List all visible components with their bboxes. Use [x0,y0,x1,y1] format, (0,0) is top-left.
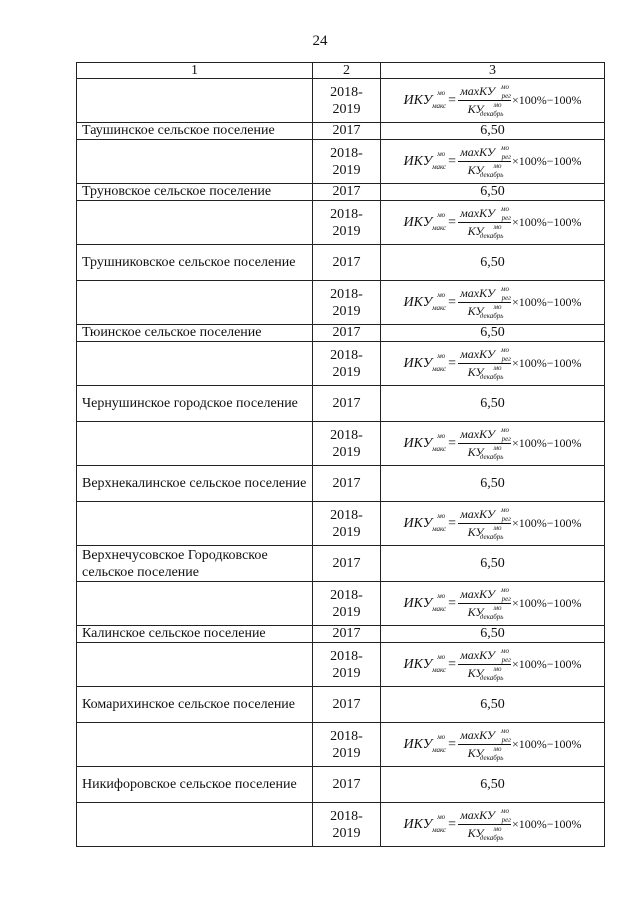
formula-lhs [403,733,447,754]
formula [404,586,582,621]
formula-equals: = [448,737,457,752]
period-cell: 2018-2019 [313,582,381,626]
formula-lhs [403,653,447,674]
formula-numerator-sup: мо [500,727,509,735]
formula-equals: = [448,596,457,611]
settlement-name-cell [77,723,313,767]
formula-numerator-sub: рег [501,656,511,664]
formula-denominator-sup: мо [493,604,502,612]
formula-lhs-sub: макс [432,365,447,373]
formula-denominator-text: КУ [467,365,484,379]
table-row [77,245,605,281]
formula-lhs [403,211,447,232]
index-value-cell: 6,50 [381,184,605,201]
index-formula-cell [381,582,605,626]
table-row [77,140,605,184]
formula-fraction [458,285,511,320]
formula-tail: ×100%−100% [511,596,582,610]
formula-lhs-sup: мо [437,653,446,661]
settlement-name-cell: Трушниковское сельское поселение [77,245,313,281]
formula-lhs-sub: макс [432,304,447,312]
formula-numerator-sup: мо [500,144,509,152]
formula [404,426,582,461]
period-cell: 2018-2019 [313,803,381,847]
settlement-name-cell: Верхнечусовское Городковское сельское поселение [77,546,313,582]
formula-denominator-sup: мо [493,745,502,753]
formula-lhs-text: ИКУ [403,596,433,611]
table-row [77,723,605,767]
settlement-name-cell [77,643,313,687]
formula-denominator-sub: декабрь [479,834,504,842]
formula-numerator [458,285,511,303]
period-cell: 2017 [313,687,381,723]
formula-lhs-text: ИКУ [403,93,433,108]
formula-denominator [466,303,504,320]
formula-numerator-sub: рег [501,153,511,161]
formula-lhs-text: ИКУ [403,737,433,752]
period-cell: 2018-2019 [313,201,381,245]
formula-fraction [458,426,511,461]
index-value-cell: 6,50 [381,123,605,140]
table-row [77,79,605,123]
formula-tail: ×100%−100% [511,154,582,168]
formula-lhs-sub: макс [432,445,447,453]
formula-lhs-sub: макс [432,525,447,533]
settlement-name-cell: Верхнекалинское сельское поселение [77,466,313,502]
formula-tail: ×100%−100% [511,215,582,229]
formula-numerator-text: махКУ [460,206,495,220]
formula-numerator-text: махКУ [460,286,495,300]
table-row [77,342,605,386]
settlement-name-cell [77,582,313,626]
formula-lhs-sub: макс [432,224,447,232]
formula-numerator-sup: мо [500,506,509,514]
period-cell: 2018-2019 [313,140,381,184]
formula-denominator-text: КУ [467,605,484,619]
formula-fraction [458,807,511,842]
formula-lhs-sup: мо [437,352,446,360]
formula-numerator-text: махКУ [460,808,495,822]
formula-numerator [458,426,511,444]
formula-equals: = [448,356,457,371]
formula-equals: = [448,295,457,310]
formula-equals: = [448,436,457,451]
settlement-name-cell: Чернушинское городское поселение [77,386,313,422]
column-header-3: 3 [381,63,605,79]
formula-lhs [403,291,447,312]
index-formula-cell [381,803,605,847]
settlement-name-cell [77,803,313,847]
settlement-name-cell [77,201,313,245]
formula-lhs-sub: макс [432,102,447,110]
formula-equals: = [448,154,457,169]
index-formula-cell [381,342,605,386]
formula-lhs-sub: макс [432,826,447,834]
formula-numerator-text: махКУ [460,507,495,521]
formula-numerator-sub: рег [501,736,511,744]
table-row [77,184,605,201]
formula-lhs-sup: мо [437,592,446,600]
index-value-cell: 6,50 [381,325,605,342]
formula-lhs-sub: макс [432,746,447,754]
table-row [77,502,605,546]
formula-denominator-text: КУ [467,224,484,238]
formula-numerator-sup: мо [500,807,509,815]
formula-numerator [458,586,511,604]
period-cell: 2017 [313,466,381,502]
formula-denominator-sup: мо [493,524,502,532]
settlement-name-cell [77,422,313,466]
index-value-cell: 6,50 [381,245,605,281]
table-row [77,422,605,466]
table-row [77,466,605,502]
settlement-name-cell: Тюинское сельское поселение [77,325,313,342]
formula-numerator [458,727,511,745]
tariff-table [76,62,605,847]
table-row [77,687,605,723]
formula-equals: = [448,817,457,832]
index-formula-cell [381,502,605,546]
table-header-row [77,63,605,79]
formula [404,346,582,381]
settlement-name-cell: Труновское сельское поселение [77,184,313,201]
period-cell: 2018-2019 [313,723,381,767]
formula-numerator [458,83,511,101]
formula-numerator [458,807,511,825]
formula-denominator-sub: декабрь [479,232,504,240]
formula [404,647,582,682]
settlement-name-cell [77,79,313,123]
period-cell: 2018-2019 [313,502,381,546]
settlement-name-cell: Никифоровское сельское поселение [77,767,313,803]
formula-denominator-sup: мо [493,303,502,311]
period-cell: 2018-2019 [313,342,381,386]
formula-denominator [466,745,504,762]
formula-numerator-sup: мо [500,647,509,655]
settlement-name-cell: Комарихинское сельское поселение [77,687,313,723]
formula-numerator-text: махКУ [460,587,495,601]
formula-equals: = [448,657,457,672]
settlement-name-cell: Таушинское сельское поселение [77,123,313,140]
formula-tail: ×100%−100% [511,356,582,370]
formula-lhs-text: ИКУ [403,436,433,451]
table-row [77,803,605,847]
formula-denominator-sub: декабрь [479,373,504,381]
formula-denominator-sup: мо [493,665,502,673]
formula-denominator-text: КУ [467,102,484,116]
formula-numerator [458,205,511,223]
formula-fraction [458,506,511,541]
formula-numerator [458,144,511,162]
formula-fraction [458,346,511,381]
formula-tail: ×100%−100% [511,436,582,450]
formula-lhs-text: ИКУ [403,215,433,230]
index-value-cell: 6,50 [381,626,605,643]
formula [404,285,582,320]
formula-equals: = [448,516,457,531]
formula-lhs-text: ИКУ [403,295,433,310]
table-row [77,201,605,245]
period-cell: 2017 [313,184,381,201]
formula-denominator-sub: декабрь [479,533,504,541]
formula-numerator-sub: рег [501,435,511,443]
formula-fraction [458,647,511,682]
formula-denominator [466,665,504,682]
period-cell: 2018-2019 [313,422,381,466]
table-row [77,643,605,687]
index-formula-cell [381,643,605,687]
formula-tail: ×100%−100% [511,737,582,751]
formula-numerator-sub: рег [501,294,511,302]
formula-numerator-sup: мо [500,83,509,91]
index-formula-cell [381,723,605,767]
formula-fraction [458,727,511,762]
formula-denominator [466,101,504,118]
formula-denominator-sup: мо [493,364,502,372]
index-value-cell: 6,50 [381,546,605,582]
formula-denominator-text: КУ [467,746,484,760]
formula-denominator-sub: декабрь [479,674,504,682]
formula-numerator-sup: мо [500,586,509,594]
formula-denominator [466,364,504,381]
settlement-name-cell [77,281,313,325]
formula-numerator-sub: рег [501,595,511,603]
formula-denominator [466,223,504,240]
formula-denominator-sup: мо [493,444,502,452]
formula-lhs-sup: мо [437,512,446,520]
period-cell: 2017 [313,546,381,582]
index-value-cell: 6,50 [381,386,605,422]
formula-tail: ×100%−100% [511,295,582,309]
formula-lhs-sup: мо [437,211,446,219]
formula-numerator-sub: рег [501,355,511,363]
formula [404,144,582,179]
index-value-cell: 6,50 [381,687,605,723]
index-formula-cell [381,79,605,123]
table-row [77,386,605,422]
formula-denominator-text: КУ [467,304,484,318]
column-header-1: 1 [77,63,313,79]
index-formula-cell [381,422,605,466]
settlement-name-cell [77,502,313,546]
formula-numerator-sub: рег [501,92,511,100]
formula-denominator [466,524,504,541]
formula [404,807,582,842]
formula-lhs [403,512,447,533]
formula-numerator-sup: мо [500,346,509,354]
page-number: 24 [312,33,328,49]
formula-numerator-sub: рег [501,214,511,222]
formula-fraction [458,83,511,118]
formula-lhs-text: ИКУ [403,657,433,672]
formula-equals: = [448,215,457,230]
formula-lhs-sub: макс [432,666,447,674]
period-cell: 2018-2019 [313,281,381,325]
formula-numerator-text: махКУ [460,648,495,662]
formula-numerator-text: махКУ [460,427,495,441]
formula-tail: ×100%−100% [511,93,582,107]
formula-numerator-sup: мо [500,205,509,213]
table-row [77,281,605,325]
formula-denominator-sub: декабрь [479,110,504,118]
formula-denominator-sub: декабрь [479,312,504,320]
formula-lhs-sup: мо [437,733,446,741]
formula-lhs [403,813,447,834]
formula-denominator-sub: декабрь [479,453,504,461]
table-row [77,626,605,643]
formula-tail: ×100%−100% [511,817,582,831]
formula-denominator-sup: мо [493,162,502,170]
formula-numerator-text: махКУ [460,145,495,159]
formula-numerator-sup: мо [500,426,509,434]
column-header-2: 2 [313,63,381,79]
period-cell: 2017 [313,767,381,803]
formula-tail: ×100%−100% [511,516,582,530]
formula-denominator-sup: мо [493,223,502,231]
index-formula-cell [381,140,605,184]
table-row [77,325,605,342]
table-row [77,546,605,582]
formula-lhs-sub: макс [432,163,447,171]
formula-denominator-text: КУ [467,666,484,680]
settlement-name-cell: Калинское сельское поселение [77,626,313,643]
formula-numerator [458,506,511,524]
period-cell: 2017 [313,386,381,422]
period-cell: 2018-2019 [313,643,381,687]
formula-denominator-sub: декабрь [479,613,504,621]
formula-lhs [403,89,447,110]
formula-denominator-text: КУ [467,525,484,539]
formula-numerator-text: махКУ [460,347,495,361]
period-cell: 2017 [313,245,381,281]
formula-lhs-sup: мо [437,813,446,821]
index-value-cell: 6,50 [381,466,605,502]
formula-denominator-text: КУ [467,445,484,459]
formula [404,205,582,240]
period-cell: 2017 [313,123,381,140]
period-cell: 2017 [313,626,381,643]
table-row [77,582,605,626]
period-cell: 2018-2019 [313,79,381,123]
formula-lhs-text: ИКУ [403,817,433,832]
formula-equals: = [448,93,457,108]
formula-numerator-sub: рег [501,515,511,523]
formula-lhs-sup: мо [437,89,446,97]
formula-denominator [466,162,504,179]
formula-denominator-text: КУ [467,163,484,177]
table-row [77,123,605,140]
formula-tail: ×100%−100% [511,657,582,671]
formula-numerator-sub: рег [501,816,511,824]
formula-denominator-sup: мо [493,101,502,109]
index-formula-cell [381,281,605,325]
formula-denominator [466,825,504,842]
index-formula-cell [381,201,605,245]
formula-lhs [403,432,447,453]
formula-numerator [458,647,511,665]
formula-denominator-sub: декабрь [479,171,504,179]
formula-denominator-sup: мо [493,825,502,833]
table-row [77,767,605,803]
formula-fraction [458,144,511,179]
formula-lhs-text: ИКУ [403,356,433,371]
formula-lhs [403,352,447,373]
formula-numerator-sup: мо [500,285,509,293]
formula-lhs-sup: мо [437,291,446,299]
formula-lhs [403,150,447,171]
settlement-name-cell [77,342,313,386]
formula [404,83,582,118]
formula-denominator-text: КУ [467,826,484,840]
formula-lhs-sup: мо [437,150,446,158]
formula-numerator-text: махКУ [460,728,495,742]
index-value-cell: 6,50 [381,767,605,803]
formula-denominator-sub: декабрь [479,754,504,762]
formula-lhs-text: ИКУ [403,154,433,169]
formula-lhs-sup: мо [437,432,446,440]
formula-fraction [458,586,511,621]
formula-fraction [458,205,511,240]
formula-lhs-text: ИКУ [403,516,433,531]
period-cell: 2017 [313,325,381,342]
formula-denominator [466,604,504,621]
formula-denominator [466,444,504,461]
formula-numerator [458,346,511,364]
formula [404,727,582,762]
formula-lhs-sub: макс [432,605,447,613]
formula-numerator-text: махКУ [460,84,495,98]
settlement-name-cell [77,140,313,184]
formula-lhs [403,592,447,613]
formula [404,506,582,541]
